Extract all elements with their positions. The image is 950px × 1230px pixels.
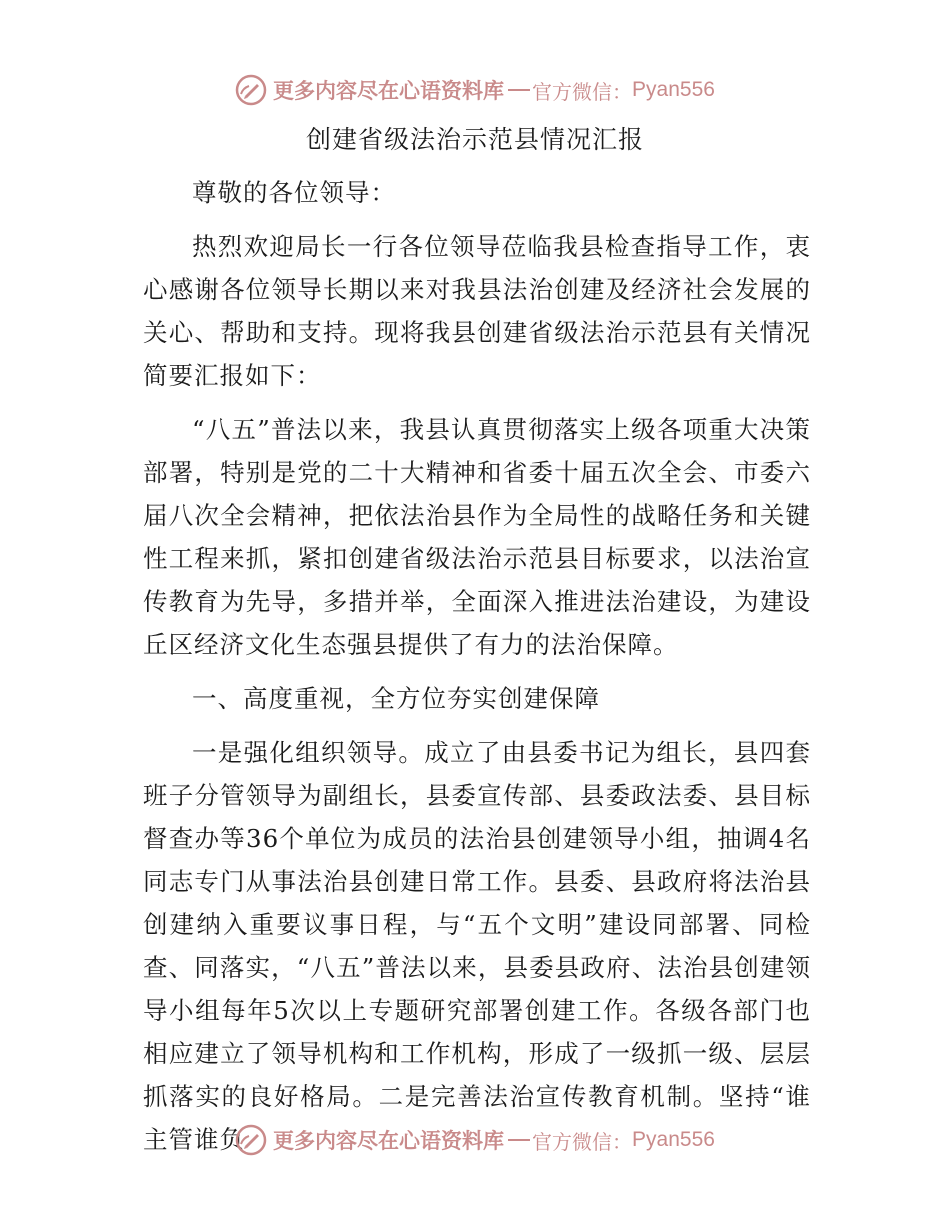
banner-contact-id: Pyan556 xyxy=(632,78,715,101)
document-title: 创建省级法治示范县情况汇报 xyxy=(305,125,644,154)
section-heading: 一、高度重视，全方位夯实创建保障 xyxy=(192,684,600,713)
heart-pen-logo-icon xyxy=(235,74,267,106)
footer-contact-id: Pyan556 xyxy=(632,1128,715,1151)
banner-dash-divider xyxy=(508,89,530,91)
document-body xyxy=(143,171,811,1161)
footer-banner xyxy=(0,1120,950,1160)
footer-dash-divider xyxy=(508,1139,530,1141)
header-banner xyxy=(0,70,950,110)
salutation-paragraph: 尊敬的各位领导： xyxy=(192,178,396,207)
welcome-paragraph: 热烈欢迎局长一行各位领导莅临我县检查指导工作，衷心感谢各位领导长期以来对我县法治创建及经济社会发展的关心、帮助和支持。现将我县创建省级法治示范县有关情况简要汇报如下： xyxy=(143,232,811,390)
overview-paragraph: “八五”普法以来，我县认真贯彻落实上级各项重大决策部署，特别是党的二十大精神和省委十届五次全会、市委六届八次全会精神，把依法治县作为全局性的战略任务和关键性工程来抓，紧扣创建省级法治示范县目标要求，以法治宣传教育为先导，多措并举，全面深入推进法治建设，为建设丘区经济文化生态强县提供了有力的法治保障。 xyxy=(143,415,811,659)
body-paragraph: 一是强化组织领导。成立了由县委书记为组长，县四套班子分管领导为副组长，县委宣传部、县委政法委、县目标督查办等36个单位为成员的法治县创建领导小组，抽调4名同志专门从事法治县创建日常工作。县委、县政府将法治县创建纳入重要议事日程，与“五个文明”建设同部署、同检查、同落实，“八五”普法以来，县委县政府、法治县创建领导小组每年5次以上专题研究部署创建工作。各级各部门也相应建立了领导机构和工作机构，形成了一级抓一级、层层抓落实的良好格局。二是完善法治宣传教育机制。坚持“谁主管谁负 xyxy=(143,738,811,1154)
heart-pen-logo-icon xyxy=(235,1124,267,1156)
banner-contact-label: 官方微信： xyxy=(532,79,633,104)
footer-contact-label: 官方微信： xyxy=(532,1129,633,1154)
footer-brand-text: 更多内容尽在心语资料库 xyxy=(273,1129,505,1153)
banner-brand-text: 更多内容尽在心语资料库 xyxy=(273,79,505,103)
